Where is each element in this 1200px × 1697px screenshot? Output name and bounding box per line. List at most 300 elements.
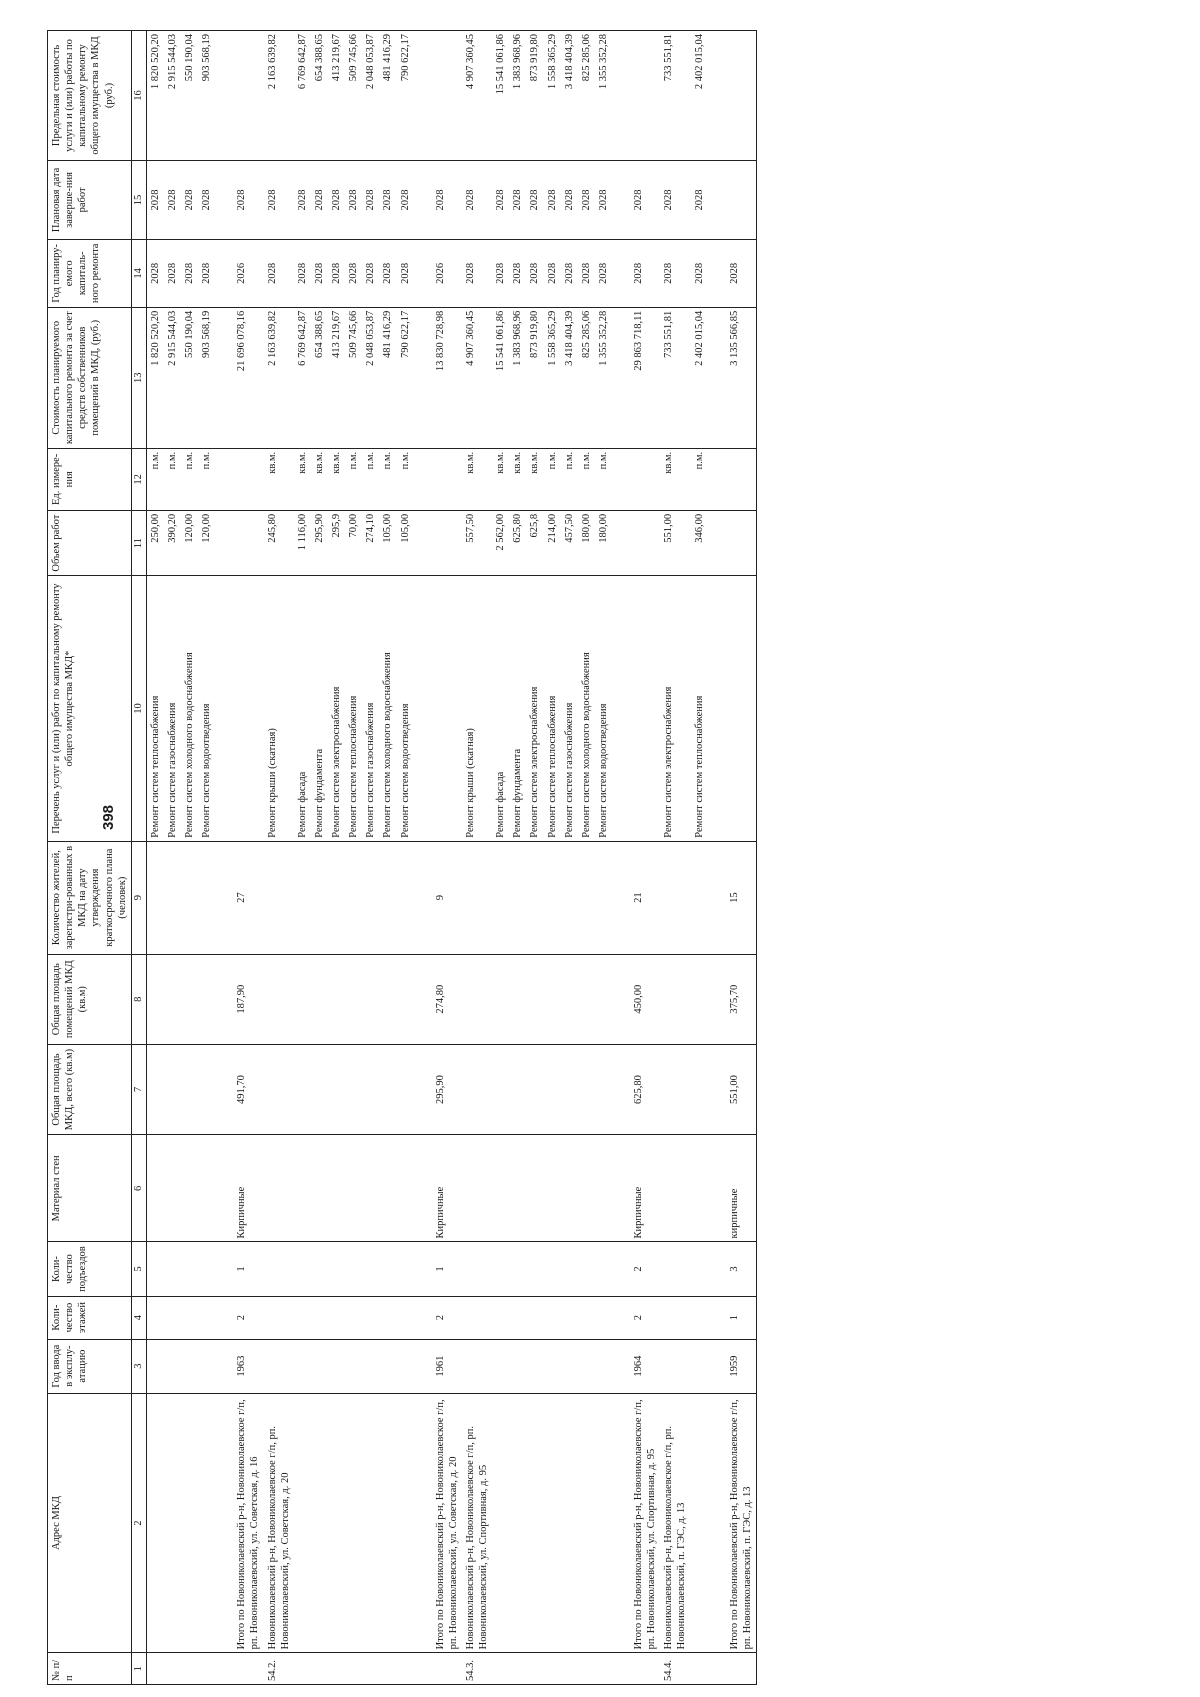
empty-cell [414,841,432,954]
year-built-cell [660,1339,690,1393]
floors-cell [595,1296,612,1339]
repair-year-cell: 2028 [544,239,561,307]
work-volume-cell: 551,00 [660,510,690,575]
entrances-cell [691,1242,708,1296]
work-volume-cell: 274,10 [362,510,379,575]
entrances-cell: 3 [726,1242,757,1296]
floors-cell [462,1296,492,1339]
limit-cost-cell: 15 541 061,86 [492,31,509,161]
work-volume-cell: 70,00 [345,510,362,575]
work-type-cell: Ремонт систем теплоснабжения [691,576,708,841]
work-volume-cell: 180,00 [595,510,612,575]
work-type-cell [726,576,757,841]
address-cell [595,1393,612,1653]
cost-cell: 825 285,06 [578,307,595,448]
year-built-cell [397,1339,414,1393]
empty-cell [612,1135,630,1242]
column-number: 12 [131,448,146,510]
row-number [345,1653,362,1685]
total-area-cell: 625,80 [630,1044,660,1134]
year-built-cell [509,1339,526,1393]
empty-cell [612,1653,630,1685]
work-type-cell: Ремонт систем газоснабжения [561,576,578,841]
cost-cell: 1 383 968,96 [509,307,526,448]
row-number [328,1653,345,1685]
entrances-cell [492,1242,509,1296]
limit-cost-cell: 1 355 352,28 [595,31,612,161]
cost-cell: 2 163 639,82 [264,307,294,448]
cost-cell: 509 745,66 [345,307,362,448]
year-built-cell [345,1339,362,1393]
empty-cell [414,239,432,307]
floors-cell [198,1296,215,1339]
repair-year-cell: 2028 [146,239,164,307]
column-number: 9 [131,841,146,954]
repair-year-cell: 2028 [691,239,708,307]
limit-cost-cell: 1 820 520,20 [146,31,164,161]
completion-year-cell: 2028 [526,160,543,239]
floors-cell: 2 [630,1296,660,1339]
column-number: 5 [131,1242,146,1296]
residents-cell: 15 [726,841,757,954]
residents-cell [397,841,414,954]
address-cell: Новониколаевский р-н, Новониколаевское г/п, рп. Новониколаевский, п. ГЭС, д. 13 [660,1393,690,1653]
empty-cell [414,1653,432,1685]
row-number [397,1653,414,1685]
year-built-cell [578,1339,595,1393]
limit-cost-cell: 2 915 544,03 [164,31,181,161]
row-number [561,1653,578,1685]
work-volume-cell [726,510,757,575]
limit-cost-cell [726,31,757,161]
entrances-cell [198,1242,215,1296]
address-cell [198,1393,215,1653]
year-built-cell [379,1339,396,1393]
floors-cell [328,1296,345,1339]
empty-cell [215,576,233,841]
cost-cell: 790 622,17 [397,307,414,448]
work-type-cell [233,576,263,841]
completion-year-cell: 2028 [509,160,526,239]
wall-material-cell [198,1135,215,1242]
floors-cell [691,1296,708,1339]
row-number: 54.4. [660,1653,690,1685]
work-type-cell: Ремонт фундамента [311,576,328,841]
total-area-cell [578,1044,595,1134]
total-area-cell [544,1044,561,1134]
premises-area-cell [397,954,414,1044]
year-built-cell [561,1339,578,1393]
wall-material-cell: Кирпичные [233,1135,263,1242]
unit-cell [630,448,660,510]
limit-cost-cell: 2 402 015,04 [691,31,708,161]
cost-cell: 4 907 360,45 [462,307,492,448]
cost-cell: 2 402 015,04 [691,307,708,448]
header-col-1: № п/п [48,1653,132,1685]
empty-cell [708,1339,726,1393]
floors-cell [492,1296,509,1339]
empty-cell [612,448,630,510]
completion-year-cell [726,160,757,239]
residents-cell [492,841,509,954]
empty-cell [414,160,432,239]
row-number [146,1653,164,1685]
limit-cost-cell: 550 190,04 [181,31,198,161]
spacer-row [215,31,233,1685]
header-col-12: Ед. измере-ния [48,448,132,510]
empty-cell [215,307,233,448]
residents-cell: 9 [432,841,462,954]
total-area-cell [294,1044,311,1134]
premises-area-cell [509,954,526,1044]
premises-area-cell [164,954,181,1044]
work-volume-cell: 457,50 [561,510,578,575]
work-volume-cell: 2 562,00 [492,510,509,575]
limit-cost-cell: 903 568,19 [198,31,215,161]
entrances-cell: 1 [233,1242,263,1296]
empty-cell [612,841,630,954]
table-row [561,31,578,1685]
row-number [432,1653,462,1685]
repair-year-cell: 2028 [595,239,612,307]
repair-year-cell: 2026 [432,239,462,307]
completion-year-cell: 2028 [311,160,328,239]
total-area-cell [164,1044,181,1134]
entrances-cell [146,1242,164,1296]
premises-area-cell: 274,80 [432,954,462,1044]
cost-cell: 550 190,04 [181,307,198,448]
empty-cell [414,1044,432,1134]
entrances-cell [660,1242,690,1296]
empty-cell [215,239,233,307]
empty-cell [612,510,630,575]
row-number [544,1653,561,1685]
completion-year-cell: 2028 [264,160,294,239]
empty-cell [215,160,233,239]
year-built-cell: 1963 [233,1339,263,1393]
address-cell [544,1393,561,1653]
header-col-8: Общая площадь помещений МКД (кв.м) [48,954,132,1044]
header-col-5: Коли-чество подъездов [48,1242,132,1296]
year-built-cell [595,1339,612,1393]
limit-cost-cell: 790 622,17 [397,31,414,161]
cost-cell: 654 388,65 [311,307,328,448]
address-cell [561,1393,578,1653]
completion-year-cell: 2028 [462,160,492,239]
residents-cell [578,841,595,954]
entrances-cell [379,1242,396,1296]
limit-cost-cell: 3 418 404,39 [561,31,578,161]
residents-cell: 27 [233,841,263,954]
completion-year-cell: 2028 [544,160,561,239]
completion-year-cell: 2028 [181,160,198,239]
work-volume-cell: 180,00 [578,510,595,575]
column-number: 4 [131,1296,146,1339]
limit-cost-cell [432,31,462,161]
address-cell [328,1393,345,1653]
completion-year-cell: 2028 [578,160,595,239]
total-area-cell [691,1044,708,1134]
work-volume-cell: 625,8 [526,510,543,575]
year-built-cell [492,1339,509,1393]
premises-area-cell [691,954,708,1044]
floors-cell [164,1296,181,1339]
work-type-cell: Ремонт систем газоснабжения [362,576,379,841]
work-type-cell: Ремонт систем электроснабжения [660,576,690,841]
premises-area-cell [198,954,215,1044]
work-type-cell: Ремонт систем электроснабжения [526,576,543,841]
repair-year-cell: 2028 [362,239,379,307]
cost-cell: 873 919,80 [526,307,543,448]
limit-cost-cell: 4 907 360,45 [462,31,492,161]
year-built-cell: 1964 [630,1339,660,1393]
address-cell [164,1393,181,1653]
residents-cell [362,841,379,954]
work-volume-cell: 557,50 [462,510,492,575]
year-built-cell [462,1339,492,1393]
residents-cell [198,841,215,954]
row-number [311,1653,328,1685]
work-type-cell: Ремонт систем холодного водоснабжения [578,576,595,841]
address-cell [578,1393,595,1653]
entrances-cell [311,1242,328,1296]
total-area-cell [492,1044,509,1134]
floors-cell [397,1296,414,1339]
completion-year-cell: 2028 [660,160,690,239]
row-number: 54.2. [264,1653,294,1685]
limit-cost-cell: 654 388,65 [311,31,328,161]
empty-cell [414,448,432,510]
empty-cell [612,1339,630,1393]
empty-cell [612,1393,630,1653]
work-type-cell: Ремонт фундамента [509,576,526,841]
address-cell [345,1393,362,1653]
empty-cell [215,1653,233,1685]
empty-cell [708,1044,726,1134]
unit-cell: п.м. [691,448,708,510]
premises-area-cell [561,954,578,1044]
entrances-cell [264,1242,294,1296]
residents-cell [595,841,612,954]
completion-year-cell: 2028 [397,160,414,239]
empty-cell [215,1393,233,1653]
work-type-cell: Ремонт систем теплоснабжения [544,576,561,841]
repair-year-cell: 2028 [198,239,215,307]
row-number [526,1653,543,1685]
empty-cell [215,1044,233,1134]
residents-cell [294,841,311,954]
residents-cell [264,841,294,954]
premises-area-cell [379,954,396,1044]
completion-year-cell: 2028 [362,160,379,239]
header-col-3: Год ввода в эксплу-атацию [48,1339,132,1393]
empty-cell [708,1135,726,1242]
work-volume-cell: 295,90 [311,510,328,575]
total-area-cell [345,1044,362,1134]
entrances-cell [526,1242,543,1296]
empty-cell [215,1296,233,1339]
spacer-row [414,31,432,1685]
entrances-cell [397,1242,414,1296]
repair-year-cell: 2028 [181,239,198,307]
floors-cell [294,1296,311,1339]
address-cell: Итого по Новониколаевский р-н, Новониколаевское г/п, рп. Новониколаевский, ул. Советская, д. 16 [233,1393,263,1653]
address-cell [294,1393,311,1653]
year-built-cell [164,1339,181,1393]
residents-cell [181,841,198,954]
repair-year-cell: 2026 [233,239,263,307]
completion-year-cell: 2028 [691,160,708,239]
header-col-15: Плановая дата заверше-ния работ [48,160,132,239]
unit-cell: п.м. [362,448,379,510]
empty-cell [414,576,432,841]
repair-year-cell: 2028 [630,239,660,307]
column-number: 13 [131,307,146,448]
year-built-cell [544,1339,561,1393]
address-cell: Итого по Новониколаевский р-н, Новониколаевское г/п, рп. Новониколаевский, п. ГЭС, д. 13 [726,1393,757,1653]
floors-cell [660,1296,690,1339]
column-number: 15 [131,160,146,239]
limit-cost-cell: 2 163 639,82 [264,31,294,161]
entrances-cell [164,1242,181,1296]
total-area-cell [462,1044,492,1134]
premises-area-cell [462,954,492,1044]
total-row [233,31,263,1685]
residents-cell [561,841,578,954]
premises-area-cell [526,954,543,1044]
empty-cell [215,448,233,510]
floors-cell [526,1296,543,1339]
entrances-cell [561,1242,578,1296]
empty-cell [612,307,630,448]
table-row [146,31,164,1685]
address-cell: Итого по Новониколаевский р-н, Новониколаевское г/п, рп. Новониколаевский, ул. Советская, д. 20 [432,1393,462,1653]
entrances-cell [181,1242,198,1296]
wall-material-cell [164,1135,181,1242]
column-number: 11 [131,510,146,575]
unit-cell: кв.м. [526,448,543,510]
premises-area-cell [311,954,328,1044]
limit-cost-cell: 481 416,29 [379,31,396,161]
empty-cell [612,1296,630,1339]
header-col-6: Материал стен [48,1135,132,1242]
entrances-cell [578,1242,595,1296]
unit-cell [432,448,462,510]
completion-year-cell: 2028 [294,160,311,239]
table-row [578,31,595,1685]
premises-area-cell: 187,90 [233,954,263,1044]
repair-year-cell: 2028 [726,239,757,307]
completion-year-cell: 2028 [630,160,660,239]
year-built-cell [294,1339,311,1393]
column-number: 3 [131,1339,146,1393]
address-cell [311,1393,328,1653]
limit-cost-cell: 1 558 365,29 [544,31,561,161]
residents-cell [526,841,543,954]
wall-material-cell [492,1135,509,1242]
limit-cost-cell [233,31,263,161]
completion-year-cell: 2028 [198,160,215,239]
year-built-cell: 1961 [432,1339,462,1393]
address-cell [492,1393,509,1653]
floors-cell [311,1296,328,1339]
wall-material-cell: Кирпичные [630,1135,660,1242]
wall-material-cell: Кирпичные [432,1135,462,1242]
empty-cell [708,576,726,841]
repair-year-cell: 2028 [164,239,181,307]
unit-cell: кв.м. [294,448,311,510]
year-built-cell [691,1339,708,1393]
empty-cell [414,1135,432,1242]
table-row [294,31,311,1685]
repair-year-cell: 2028 [561,239,578,307]
cost-cell: 13 830 728,98 [432,307,462,448]
wall-material-cell [146,1135,164,1242]
residents-cell [328,841,345,954]
completion-year-cell: 2028 [345,160,362,239]
unit-cell: п.м. [595,448,612,510]
address-cell [526,1393,543,1653]
column-number: 7 [131,1044,146,1134]
header-col-7: Общая площадь МКД, всего (кв.м) [48,1044,132,1134]
year-built-cell [264,1339,294,1393]
unit-cell: п.м. [146,448,164,510]
empty-cell [215,841,233,954]
unit-cell: п.м. [198,448,215,510]
work-type-cell: Ремонт систем теплоснабжения [146,576,164,841]
address-cell: Новониколаевский р-н, Новониколаевское г/п, рп. Новониколаевский, ул. Советская, д. 20 [264,1393,294,1653]
floors-cell: 2 [233,1296,263,1339]
residents-cell [691,841,708,954]
limit-cost-cell: 733 551,81 [660,31,690,161]
premises-area-cell [328,954,345,1044]
table-row [595,31,612,1685]
table-header [48,31,147,1685]
repair-year-cell: 2028 [379,239,396,307]
wall-material-cell [462,1135,492,1242]
repair-year-cell: 2028 [294,239,311,307]
address-cell [397,1393,414,1653]
header-col-4: Коли-чество этажей [48,1296,132,1339]
total-area-cell: 491,70 [233,1044,263,1134]
work-volume-cell: 105,00 [397,510,414,575]
empty-cell [215,1339,233,1393]
year-built-cell [181,1339,198,1393]
total-area-cell [264,1044,294,1134]
table-row [397,31,414,1685]
entrances-cell [544,1242,561,1296]
repair-year-cell: 2028 [311,239,328,307]
work-type-cell: Ремонт систем холодного водоснабжения [379,576,396,841]
empty-cell [612,1044,630,1134]
column-number: 6 [131,1135,146,1242]
cost-cell: 29 863 718,11 [630,307,660,448]
work-volume-cell [432,510,462,575]
work-volume-cell: 346,00 [691,510,708,575]
empty-cell [414,307,432,448]
capital-repair-table [47,30,757,1685]
repair-year-cell: 2028 [397,239,414,307]
completion-year-cell: 2028 [492,160,509,239]
table-row [660,31,690,1685]
empty-cell [215,1242,233,1296]
total-area-cell [362,1044,379,1134]
work-volume-cell: 625,80 [509,510,526,575]
row-number [595,1653,612,1685]
header-col-2: Адрес МКД [48,1393,132,1653]
cost-cell: 2 915 544,03 [164,307,181,448]
floors-cell [561,1296,578,1339]
